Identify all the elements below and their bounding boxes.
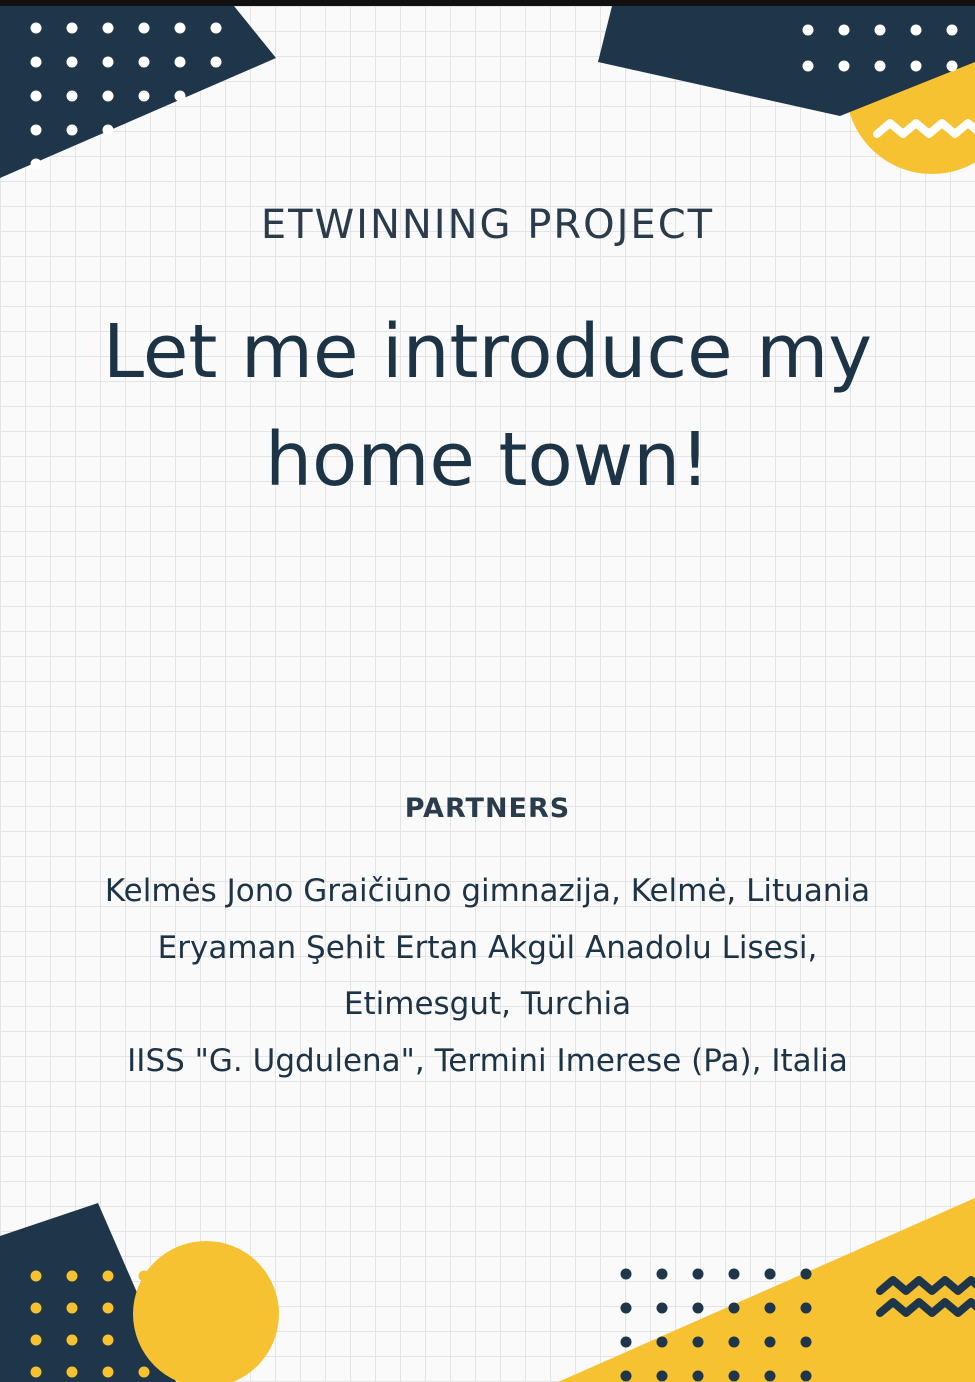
decor-dot (31, 159, 42, 170)
decor-dot (31, 1271, 42, 1282)
partners-heading: PARTNERS (404, 793, 571, 824)
decor-dot (621, 1269, 632, 1280)
project-label: ETWINNING PROJECT (260, 202, 715, 248)
decor-dot (31, 1367, 42, 1378)
decor-dot (657, 1269, 668, 1280)
decor-dot (31, 125, 42, 136)
decor-dot (139, 1271, 150, 1282)
decor-dot (103, 1367, 114, 1378)
partners-list (100, 863, 875, 1089)
decor-dot (175, 91, 186, 102)
decor-dot (31, 57, 42, 68)
decor-dot (765, 1269, 776, 1280)
decor-dot (103, 91, 114, 102)
decor-dot (67, 1335, 78, 1346)
decor-dot (211, 23, 222, 34)
decor-dot (729, 1371, 740, 1382)
decor-dot (211, 57, 222, 68)
decor-dot (103, 23, 114, 34)
decor-dot (103, 1271, 114, 1282)
decor-dot (103, 125, 114, 136)
top-left-navy-triangle (0, 6, 276, 178)
decor-dot (67, 57, 78, 68)
decor-dot (947, 25, 958, 36)
decor-dot (103, 1303, 114, 1314)
decor-dot (67, 91, 78, 102)
decor-dot (621, 1371, 632, 1382)
decor-dot (803, 61, 814, 72)
decor-dot (657, 1303, 668, 1314)
decor-dot (801, 1337, 812, 1348)
decor-dot (139, 23, 150, 34)
decor-dot (911, 61, 922, 72)
poster-title: Let me introduce my home town! (102, 309, 873, 503)
decor-dot (839, 25, 850, 36)
decor-dot (765, 1371, 776, 1382)
decor-dot (693, 1303, 704, 1314)
decor-dot (67, 1367, 78, 1378)
decor-dot (729, 1269, 740, 1280)
decor-dot (693, 1337, 704, 1348)
decor-dot (31, 91, 42, 102)
decor-dot (31, 23, 42, 34)
decor-dot (67, 1271, 78, 1282)
decor-dot (175, 23, 186, 34)
decor-dot (803, 25, 814, 36)
decor-dot (947, 61, 958, 72)
decor-dot (67, 125, 78, 136)
decor-dot (765, 1303, 776, 1314)
decor-dot (67, 23, 78, 34)
poster (0, 6, 975, 1382)
decor-dot (657, 1371, 668, 1382)
decor-dot (31, 1335, 42, 1346)
decor-dot (139, 1367, 150, 1378)
decor-dot (839, 61, 850, 72)
decor-dot (911, 25, 922, 36)
decor-dot (139, 91, 150, 102)
decor-dot (657, 1337, 668, 1348)
decor-dot (875, 61, 886, 72)
decor-dot (729, 1337, 740, 1348)
partner-item: Eryaman Şehit Ertan Akgül Anadolu Lisesi, Etimesgut, Turchia (157, 929, 818, 1022)
decor-dot (621, 1303, 632, 1314)
decor-dot (621, 1337, 632, 1348)
decor-dot (875, 25, 886, 36)
decor-dot (139, 1303, 150, 1314)
bottom-left-yellow-circle (133, 1241, 279, 1382)
decor-dot (103, 57, 114, 68)
decor-dot (139, 57, 150, 68)
decor-dot (67, 1303, 78, 1314)
decor-dot (729, 1303, 740, 1314)
decor-dot (139, 1335, 150, 1346)
partner-item: Kelmės Jono Graičiūno gimnazija, Kelmė, Lituania (104, 873, 871, 909)
decor-dot (693, 1371, 704, 1382)
decor-dot (801, 1371, 812, 1382)
partner-item: IISS "G. Ugdulena", Termini Imerese (Pa), Italia (127, 1042, 848, 1079)
decor-dot (801, 1303, 812, 1314)
decor-dot (693, 1269, 704, 1280)
decor-dot (103, 1335, 114, 1346)
decor-dot (801, 1269, 812, 1280)
decor-dot (765, 1337, 776, 1348)
decor-dot (175, 57, 186, 68)
decor-dot (31, 1303, 42, 1314)
